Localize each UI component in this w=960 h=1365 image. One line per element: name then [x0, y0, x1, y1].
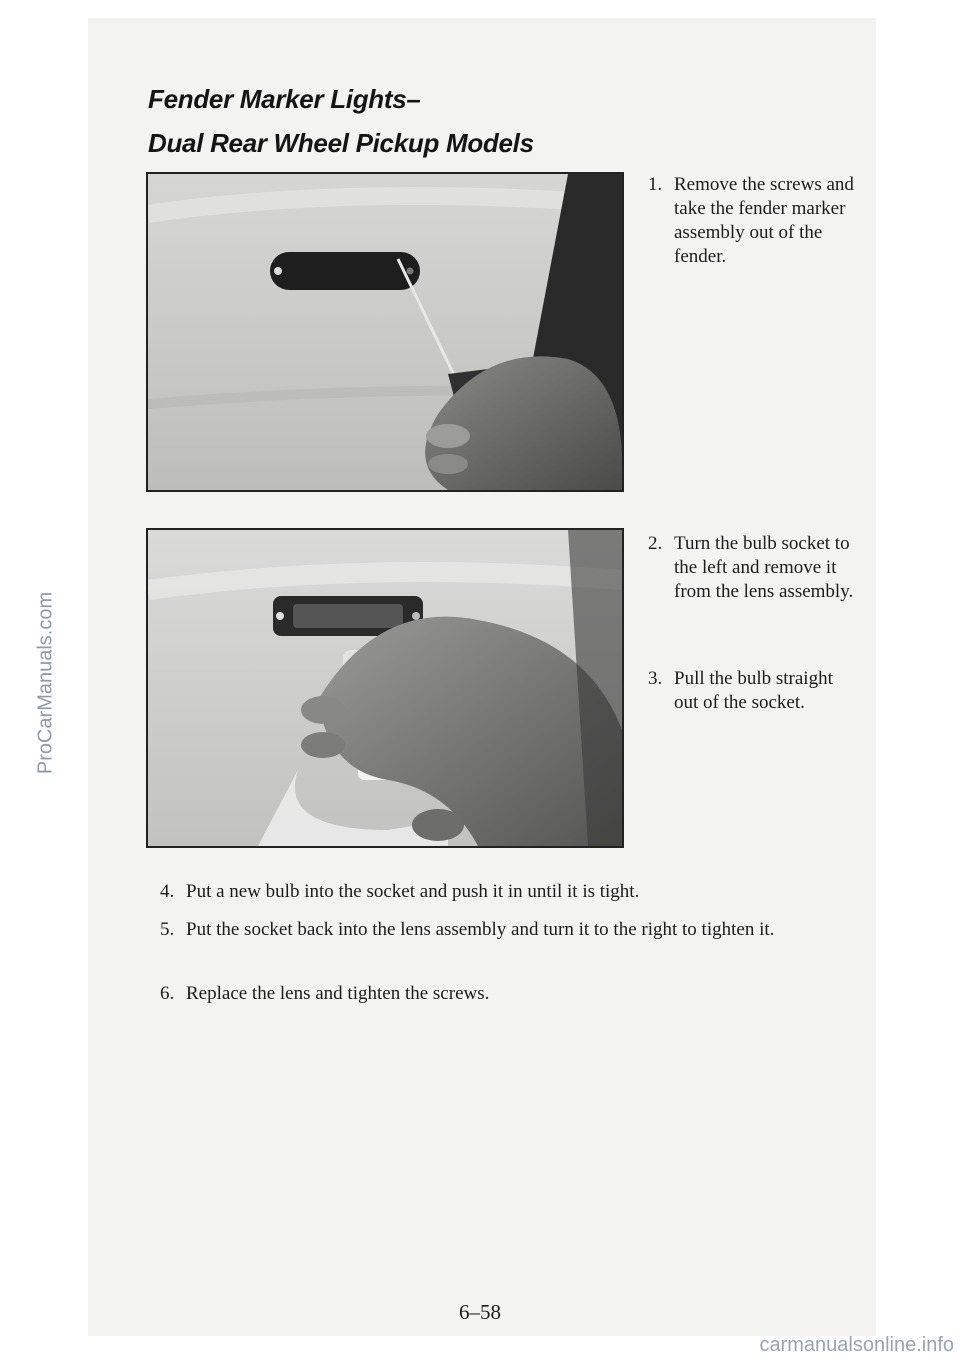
photo-remove-socket-image	[148, 530, 622, 846]
bottom-watermark: carmanualsonline.info	[759, 1334, 954, 1356]
step-2-text: Turn the bulb socket to the left and remove it from the lens assembly.	[674, 533, 854, 602]
step-5-number: 5.	[160, 919, 175, 940]
side-watermark: ProCarManuals.com	[34, 591, 57, 775]
step-2-number: 2.	[648, 533, 663, 554]
step-1-text: Remove the screws and take the fender marker assembly out of the fender.	[674, 174, 854, 267]
section-title-line1: Fender Marker Lights–	[148, 84, 421, 114]
page-number: 6–58	[459, 1300, 501, 1324]
step-3	[648, 667, 858, 715]
step-6	[160, 982, 840, 1006]
photo-remove-screws	[146, 172, 624, 492]
section-title-line2: Dual Rear Wheel Pickup Models	[148, 128, 534, 158]
step-6-number: 6.	[160, 983, 175, 1004]
step-3-text: Pull the bulb straight out of the socket.	[674, 668, 833, 713]
photo-remove-screws-image	[148, 174, 622, 490]
step-3-number: 3.	[648, 668, 663, 689]
step-6-text: Replace the lens and tighten the screws.	[186, 983, 490, 1004]
step-1	[648, 173, 858, 269]
step-4	[160, 880, 840, 904]
step-5-text: Put the socket back into the lens assembly and turn it to the right to tighten it.	[186, 919, 775, 940]
step-1-number: 1.	[648, 174, 663, 195]
photo-remove-socket	[146, 528, 624, 848]
step-2	[648, 532, 858, 604]
step-5	[160, 918, 840, 942]
step-4-text: Put a new bulb into the socket and push it in until it is tight.	[186, 881, 640, 902]
step-4-number: 4.	[160, 881, 175, 902]
